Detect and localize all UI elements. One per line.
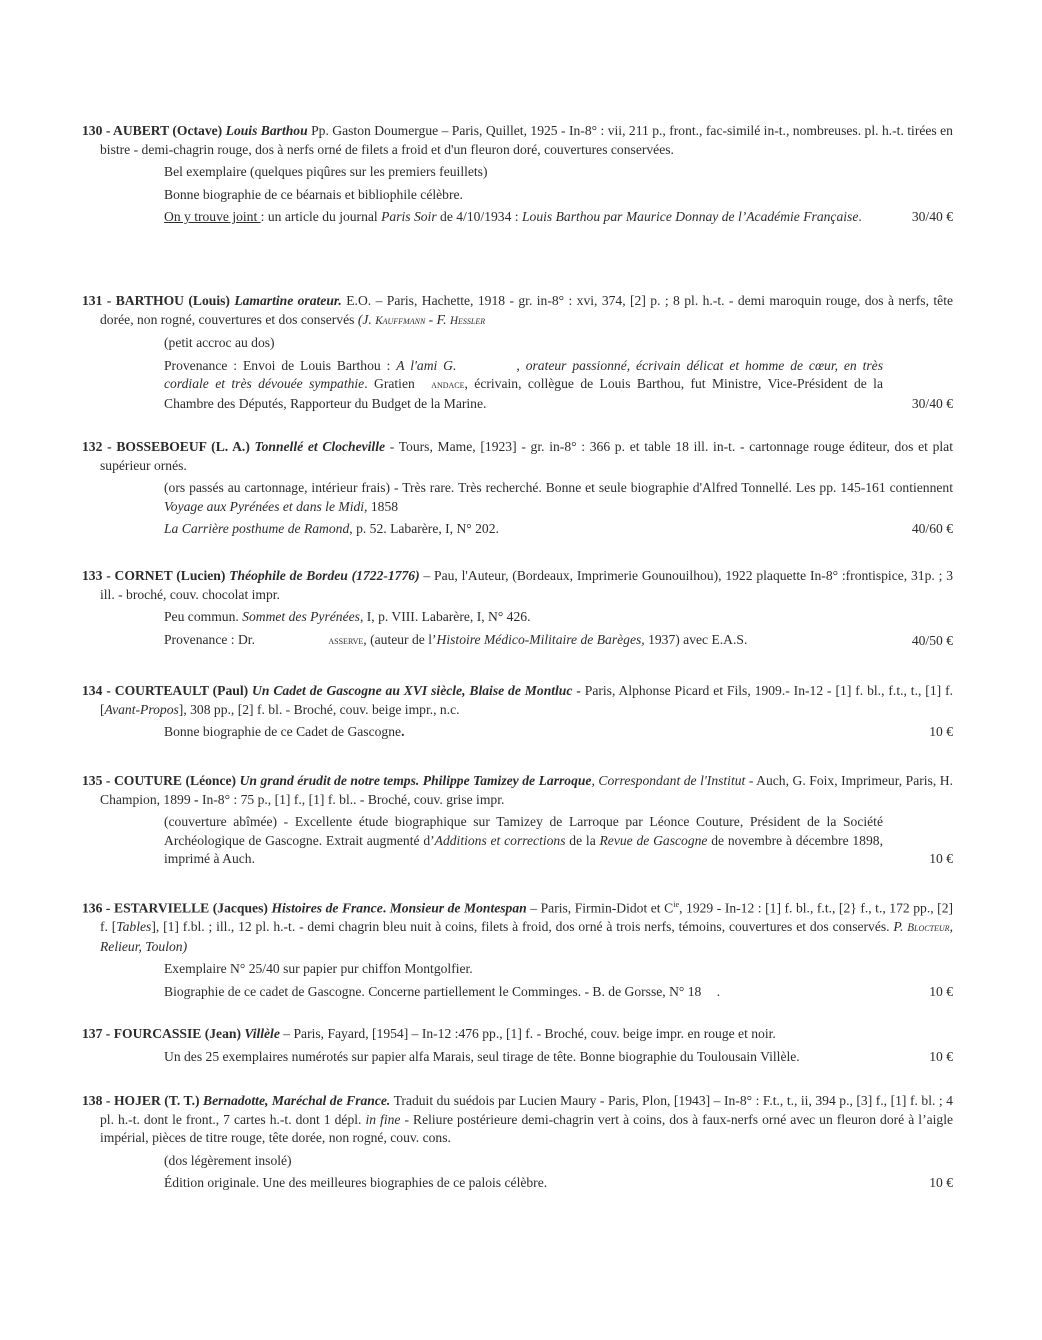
text-run: asserve — [328, 634, 364, 647]
text-run: de novembre à décembre 1898, imprimé à Auch. — [164, 832, 883, 867]
text-run: . Gratien — [364, 376, 422, 392]
text-run: ], [1] f.bl. ; ill., 12 pl. h.-t. - demi chagrin bleu nuit à coins, filets à froid, dos orné à trois nerfs, témoins, couvertures et dos conservés. — [151, 919, 894, 935]
catalogue-entry-130 — [82, 122, 953, 231]
text-run: , 1929 - In-12 : [1] f. bl., f.t., [2} f., t., 172 pp., [2] f. [ — [100, 900, 954, 935]
text-run: Tonnellé et Clocheville — [254, 439, 386, 454]
text-run: – Paris, Firmin-Didot et C — [526, 900, 674, 916]
price: 10 € — [929, 724, 953, 740]
entry-note — [164, 983, 953, 1002]
entry-description — [82, 567, 953, 604]
text-run: (petit accroc au dos) — [164, 335, 275, 351]
price: 30/40 € — [911, 209, 953, 225]
text-run: Avant-Propos — [104, 701, 179, 717]
entry-description — [82, 772, 953, 809]
text-run: E.O. – Paris, Hachette, 1918 - gr. in-8° : xvi, 374, [2] p. ; 8 pl. h.-t. - demi maroquin rouge, dos à nerfs, tête dorée, non rogné, couvertures et dos conservés — [100, 293, 954, 327]
text-run: Bonne biographie de ce Cadet de Gascogne — [164, 724, 402, 740]
text-run: Peu commun. — [164, 609, 243, 625]
text-run: 131 - BARTHOU (Louis) — [82, 293, 235, 308]
text-run: Un Cadet de Gascogne au XVI siècle, Blaise de Montluc - — [252, 683, 581, 698]
text-run: Bernadotte, Maréchal de France. — [203, 1093, 391, 1108]
entry-description — [82, 1092, 953, 1148]
text-run: Édition originale. Une des meilleures biographies de ce palois célèbre. — [164, 1175, 548, 1191]
text-run: Provenance : Envoi de Louis Barthou : — [164, 357, 397, 373]
text-run: 136 - ESTARVIELLE (Jacques) — [82, 900, 272, 916]
text-run: . — [858, 209, 862, 225]
text-run: Histoire Médico-Militaire de Barèges, — [436, 631, 645, 647]
text-run: , orateur passionné, écrivain délicat et homme de cœur, en très cordiale et très dévouée sympathie — [164, 357, 884, 392]
catalogue-entry-132 — [82, 438, 953, 543]
catalogue-entry-134 — [82, 682, 953, 746]
price: 40/50 € — [911, 632, 953, 648]
text-run: . — [401, 724, 405, 740]
entry-description — [82, 896, 953, 956]
entry-description — [82, 1025, 953, 1044]
entry-description — [82, 438, 953, 475]
text-run: Un grand érudit de notre temps. Philippe Tamizey de Larroque — [239, 773, 592, 788]
text-run: de 4/10/1934 : — [436, 209, 522, 225]
text-run: P. — [893, 919, 908, 935]
text-run: 137 - FOURCASSIE (Jean) — [82, 1026, 245, 1041]
text-run: Exemplaire N° 25/40 sur papier pur chiffon Montgolfier. — [164, 961, 473, 977]
text-run: Kauffmann — [375, 314, 426, 327]
text-run: Théophile de Bordeu (1722-1776) — [229, 568, 420, 583]
text-run: Louis Barthou par Maurice Donnay de l’Académie Française — [521, 209, 859, 225]
entry-note — [164, 520, 953, 539]
text-run: . — [382, 900, 390, 916]
catalogue-entry-133 — [82, 567, 953, 654]
text-run: , p. 52. Labarère, I, N° 202. — [349, 521, 499, 537]
catalogue-entry-135 — [82, 772, 953, 873]
text-run: (ors passés au cartonnage, intérieur frais) - Très rare. Très recherché. Bonne et seule biographie d'Alfred Tonnellé. Les pp. 145-161 contiennent — [164, 480, 953, 496]
text-run: Paris, Alphonse Picard et Fils, 1909.- In-12 - [1] f. bl., f.t., t., [1] f. [ — [100, 683, 953, 717]
text-run: 130 - AUBERT (Octave) — [82, 123, 226, 138]
text-run: 133 - CORNET (Lucien) — [82, 568, 230, 583]
text-run: Louis Barthou — [225, 123, 308, 138]
text-run: - Tours, Mame, [1923] - gr. in-8° : 366 p. et table 18 ill. in-t. - cartonnage rouge éditeur, dos et plat supérieur ornés. — [100, 439, 953, 473]
text-run: : un article du journal — [260, 209, 382, 225]
entry-note — [164, 631, 953, 651]
text-run: Hessler — [449, 314, 486, 327]
text-run: In-8° : 75 p., [1] f., [1] f. bl.. - Broché, couv. grise impr. — [198, 791, 505, 807]
text-run: La Carrière posthume de Ramond — [164, 521, 350, 537]
price: 40/60 € — [911, 521, 953, 537]
text-run: Monsieur de Montespan — [389, 900, 527, 916]
text-run: 138 - HOJER (T. T.) — [82, 1093, 204, 1108]
text-run: Revue de Gascogne — [599, 832, 708, 848]
entry-note — [164, 208, 953, 227]
text-run: ], 308 pp., [2] f. bl. - Broché, couv. beige impr., n.c. — [178, 701, 460, 717]
text-run: Villèle — [244, 1026, 280, 1041]
price: 10 € — [929, 851, 953, 867]
entry-note — [164, 1152, 953, 1171]
entry-description — [82, 292, 953, 330]
text-run: - Reliure postérieure demi-chagrin vert à coins, dos à faux-nerfs orné avec un fleuron doré à l’aigle impérial, pièces de titre rouge, tête dorée, non rogné, couv. cons. — [100, 1111, 954, 1146]
text-run: 1937) avec E.A.S. — [644, 631, 748, 647]
text-run: , I, p. VIII. Labarère, I, N° 426. — [359, 609, 531, 625]
entry-note — [164, 813, 953, 869]
catalogue-entry-131 — [82, 292, 953, 418]
text-run: Tables — [116, 919, 152, 935]
text-run: 135 - COUTURE (Léonce) — [82, 773, 240, 788]
catalogue-entry-136 — [82, 896, 953, 1006]
catalogue-entry-137 — [82, 1025, 953, 1070]
entry-note — [164, 960, 953, 979]
text-run: andace — [431, 379, 465, 392]
text-run: Traduit du suédois par Lucien Maury - Paris, Plon, [1943] – In-8° : F.t., t., ii, 394 p., [3] f., [1] f. bl. ; 4 pl. h.-t. dont le front., 7 cartes h.-t. dont 1 dépl. — [100, 1093, 953, 1127]
text-run: - — [194, 791, 199, 807]
entry-note — [164, 723, 953, 742]
text-run: Provenance : Dr. — [164, 631, 259, 647]
entry-note — [164, 1174, 953, 1193]
text-run: Histoires de France — [271, 900, 383, 916]
text-run: Lamartine orateur. — [234, 293, 342, 308]
entry-note — [164, 334, 953, 353]
entry-description — [82, 122, 953, 159]
price: 30/40 € — [911, 395, 953, 411]
text-run: (dos légèrement insolé) — [164, 1152, 292, 1168]
text-run: 134 - COURTEAULT (Paul) — [82, 683, 253, 698]
entry-description — [82, 682, 953, 719]
entry-note — [164, 186, 953, 205]
entry-note — [164, 479, 953, 516]
text-run: - Auch, G. Foix, Imprimeur, Paris, H. Champion, 1899 — [100, 773, 953, 807]
text-run: Sommet des Pyrénées — [242, 609, 360, 625]
text-run: – Paris, Fayard, [1954] – In-12 :476 pp., [1] f. - Broché, couv. beige impr. en rouge et noir. — [279, 1026, 776, 1041]
text-run: - F. — [425, 311, 450, 327]
catalogue-entry-138 — [82, 1092, 953, 1197]
text-run: in fine — [365, 1111, 401, 1127]
price: 10 € — [929, 1175, 953, 1191]
text-run: (couverture abîmée) - Excellente étude biographique sur Tamizey de Larroque par Léonce Couture, Président de la Société Archéologique de Gascogne. Extrait augmenté d’ — [164, 814, 883, 848]
text-run: Bel exemplaire (quelques piqûres sur les premiers feuillets) — [164, 164, 488, 180]
text-run: Biographie de ce cadet de Gascogne. Concerne partiellement le Comminges. - B. de Gorsse, N° 18 — [164, 983, 705, 999]
text-run: de la — [565, 832, 600, 848]
text-run: , Relieur, Toulon) — [100, 919, 953, 954]
text-run: Bonne biographie de ce béarnais et bibliophile célèbre. — [164, 186, 463, 202]
price: 10 € — [929, 983, 953, 999]
text-run: Un des 25 exemplaires numérotés sur papier alfa Marais, seul tirage de tête. Bonne biographie du Toulousain Villèle. — [164, 1048, 800, 1064]
text-run: Additions et corrections — [434, 832, 566, 848]
text-run: . — [716, 983, 721, 999]
text-run: 132 - BOSSEBOEUF (L. A.) — [82, 439, 255, 454]
text-run: – Pau, l'Auteur, (Bordeaux, Imprimerie Gounouilhou), 1922 plaquette In-8° :frontispice, 31p. ; 3 ill. - broché, couv. chocolat impr. — [100, 568, 953, 602]
entry-note — [164, 357, 953, 414]
entry-note — [164, 163, 953, 182]
text-run: Paris Soir — [381, 209, 437, 225]
text-run: Blocteur — [907, 922, 950, 935]
text-run: On y trouve joint — [164, 209, 261, 225]
text-run: Pp. Gaston Doumergue – Paris, Quillet, 1925 - In-8° : vii, 211 p., front., fac-similé in-t., nombreuses. pl. h.-t. tirées en bistre - demi-chagrin rouge, dos à nerfs orné de filets a froid et d'un fleuron doré, couvertures conservées. — [100, 123, 953, 157]
text-run: (J. — [357, 311, 376, 327]
text-run: , Correspondant de l'Institut — [591, 773, 746, 788]
text-run: , écrivain, collègue de Louis Barthou, fut Ministre, Vice-Président de la Chambre des Députés, Rapporteur du Budget de la Marine. — [164, 376, 883, 411]
text-run: Voyage aux Pyrénées et dans le Midi, — [164, 498, 368, 514]
price: 10 € — [929, 1048, 953, 1064]
entry-note — [164, 1048, 953, 1067]
text-run: ie — [673, 900, 680, 909]
text-run: , (auteur de l’ — [363, 631, 437, 647]
text-run: 1858 — [367, 498, 399, 514]
text-run: A l'ami G. — [396, 357, 457, 373]
entry-note — [164, 608, 953, 627]
